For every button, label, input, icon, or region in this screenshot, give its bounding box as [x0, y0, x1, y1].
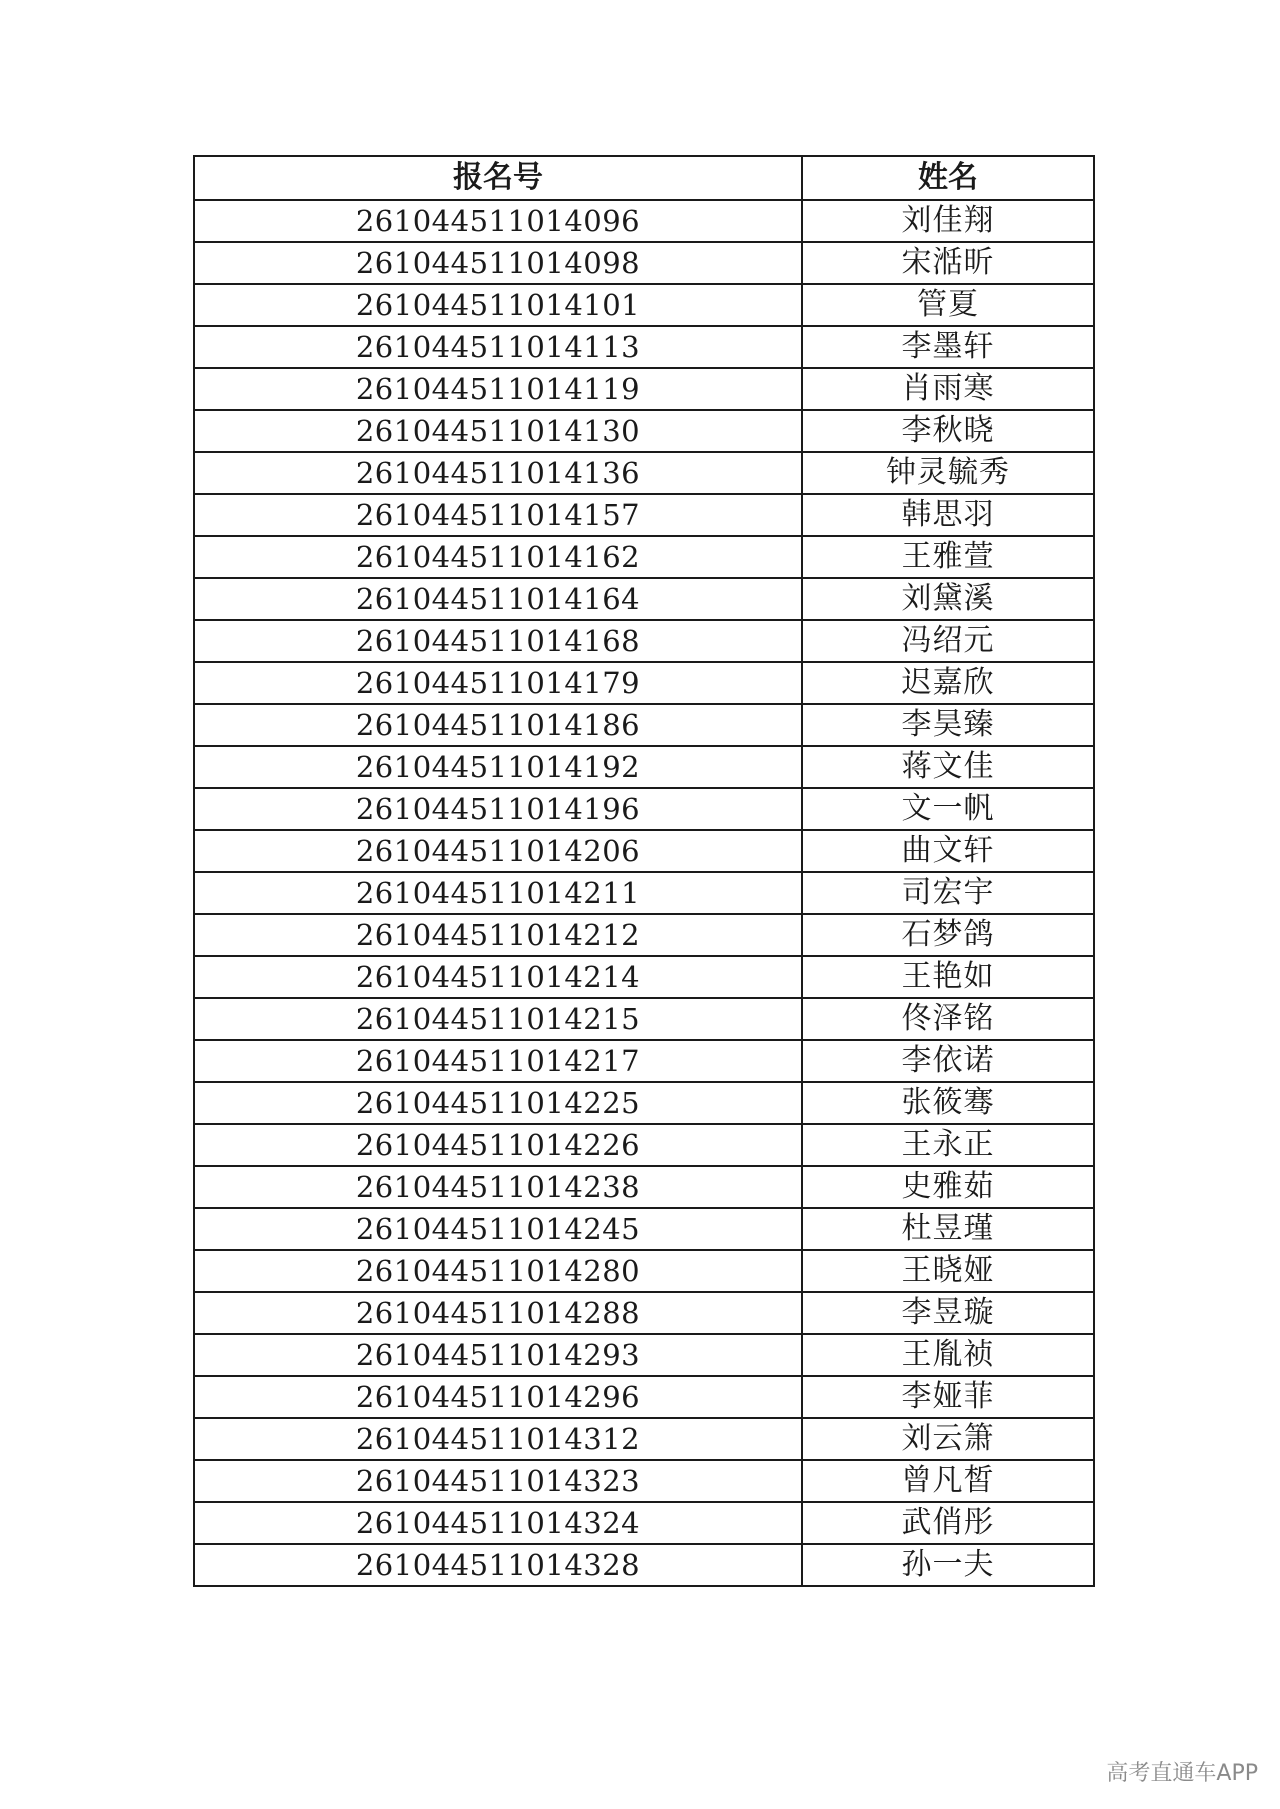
name-cell: 武俏彤	[802, 1502, 1094, 1544]
registration-number-cell: 261044511014168	[194, 620, 802, 662]
name-cell: 刘云箫	[802, 1418, 1094, 1460]
table-row	[194, 662, 1094, 704]
registration-number-cell: 261044511014196	[194, 788, 802, 830]
registration-number-cell: 261044511014312	[194, 1418, 802, 1460]
table-row	[194, 914, 1094, 956]
table-row	[194, 242, 1094, 284]
name-cell: 冯绍元	[802, 620, 1094, 662]
registration-number-cell: 261044511014225	[194, 1082, 802, 1124]
name-cell: 迟嘉欣	[802, 662, 1094, 704]
name-cell: 刘佳翔	[802, 200, 1094, 242]
table-body	[194, 200, 1094, 1586]
table-row	[194, 788, 1094, 830]
registration-number-cell: 261044511014328	[194, 1544, 802, 1586]
header-registration-number: 报名号	[194, 156, 802, 200]
registration-number-cell: 261044511014206	[194, 830, 802, 872]
name-cell: 佟泽铭	[802, 998, 1094, 1040]
registration-number-cell: 261044511014101	[194, 284, 802, 326]
roster-sheet	[193, 155, 1093, 1587]
registration-number-cell: 261044511014323	[194, 1460, 802, 1502]
table-row	[194, 578, 1094, 620]
table-row	[194, 956, 1094, 998]
registration-number-cell: 261044511014113	[194, 326, 802, 368]
header-name: 姓名	[802, 156, 1094, 200]
table-row	[194, 1334, 1094, 1376]
registration-number-cell: 261044511014098	[194, 242, 802, 284]
name-cell: 李昱璇	[802, 1292, 1094, 1334]
registration-number-cell: 261044511014217	[194, 1040, 802, 1082]
name-cell: 王艳如	[802, 956, 1094, 998]
name-cell: 韩思羽	[802, 494, 1094, 536]
name-cell: 刘黛溪	[802, 578, 1094, 620]
registration-number-cell: 261044511014215	[194, 998, 802, 1040]
table-row	[194, 536, 1094, 578]
name-cell: 曲文轩	[802, 830, 1094, 872]
roster-table	[193, 155, 1095, 1587]
registration-number-cell: 261044511014096	[194, 200, 802, 242]
registration-number-cell: 261044511014293	[194, 1334, 802, 1376]
name-cell: 钟灵毓秀	[802, 452, 1094, 494]
table-row	[194, 1166, 1094, 1208]
table-row	[194, 1208, 1094, 1250]
table-row	[194, 1460, 1094, 1502]
registration-number-cell: 261044511014226	[194, 1124, 802, 1166]
registration-number-cell: 261044511014119	[194, 368, 802, 410]
table-row	[194, 1292, 1094, 1334]
registration-number-cell: 261044511014136	[194, 452, 802, 494]
registration-number-cell: 261044511014214	[194, 956, 802, 998]
table-row	[194, 830, 1094, 872]
registration-number-cell: 261044511014245	[194, 1208, 802, 1250]
name-cell: 肖雨寒	[802, 368, 1094, 410]
name-cell: 史雅茹	[802, 1166, 1094, 1208]
name-cell: 孙一夫	[802, 1544, 1094, 1586]
table-row	[194, 494, 1094, 536]
registration-number-cell: 261044511014296	[194, 1376, 802, 1418]
name-cell: 李依诺	[802, 1040, 1094, 1082]
registration-number-cell: 261044511014186	[194, 704, 802, 746]
table-row	[194, 998, 1094, 1040]
registration-number-cell: 261044511014164	[194, 578, 802, 620]
registration-number-cell: 261044511014179	[194, 662, 802, 704]
table-row	[194, 1124, 1094, 1166]
name-cell: 李昊臻	[802, 704, 1094, 746]
table-row	[194, 704, 1094, 746]
registration-number-cell: 261044511014280	[194, 1250, 802, 1292]
table-row	[194, 1502, 1094, 1544]
name-cell: 曾凡皙	[802, 1460, 1094, 1502]
registration-number-cell: 261044511014288	[194, 1292, 802, 1334]
registration-number-cell: 261044511014324	[194, 1502, 802, 1544]
table-row	[194, 1418, 1094, 1460]
table-row	[194, 200, 1094, 242]
table-row	[194, 1376, 1094, 1418]
table-row	[194, 1544, 1094, 1586]
name-cell: 王雅萱	[802, 536, 1094, 578]
registration-number-cell: 261044511014211	[194, 872, 802, 914]
table-row	[194, 368, 1094, 410]
registration-number-cell: 261044511014157	[194, 494, 802, 536]
table-row	[194, 746, 1094, 788]
table-row	[194, 284, 1094, 326]
table-row	[194, 410, 1094, 452]
name-cell: 石梦鸽	[802, 914, 1094, 956]
name-cell: 王晓娅	[802, 1250, 1094, 1292]
table-row	[194, 1250, 1094, 1292]
registration-number-cell: 261044511014192	[194, 746, 802, 788]
name-cell: 司宏宇	[802, 872, 1094, 914]
name-cell: 文一帆	[802, 788, 1094, 830]
table-header-row	[194, 156, 1094, 200]
name-cell: 李秋晓	[802, 410, 1094, 452]
name-cell: 蒋文佳	[802, 746, 1094, 788]
name-cell: 宋湉昕	[802, 242, 1094, 284]
name-cell: 杜昱瑾	[802, 1208, 1094, 1250]
table-row	[194, 620, 1094, 662]
registration-number-cell: 261044511014238	[194, 1166, 802, 1208]
table-row	[194, 1082, 1094, 1124]
name-cell: 管夏	[802, 284, 1094, 326]
name-cell: 李娅菲	[802, 1376, 1094, 1418]
watermark-text: 高考直通车APP	[1106, 1761, 1258, 1786]
table-row	[194, 1040, 1094, 1082]
table-row	[194, 872, 1094, 914]
table-row	[194, 452, 1094, 494]
table-row	[194, 326, 1094, 368]
name-cell: 李墨轩	[802, 326, 1094, 368]
registration-number-cell: 261044511014162	[194, 536, 802, 578]
name-cell: 王永正	[802, 1124, 1094, 1166]
registration-number-cell: 261044511014130	[194, 410, 802, 452]
name-cell: 王胤祯	[802, 1334, 1094, 1376]
registration-number-cell: 261044511014212	[194, 914, 802, 956]
name-cell: 张筱骞	[802, 1082, 1094, 1124]
